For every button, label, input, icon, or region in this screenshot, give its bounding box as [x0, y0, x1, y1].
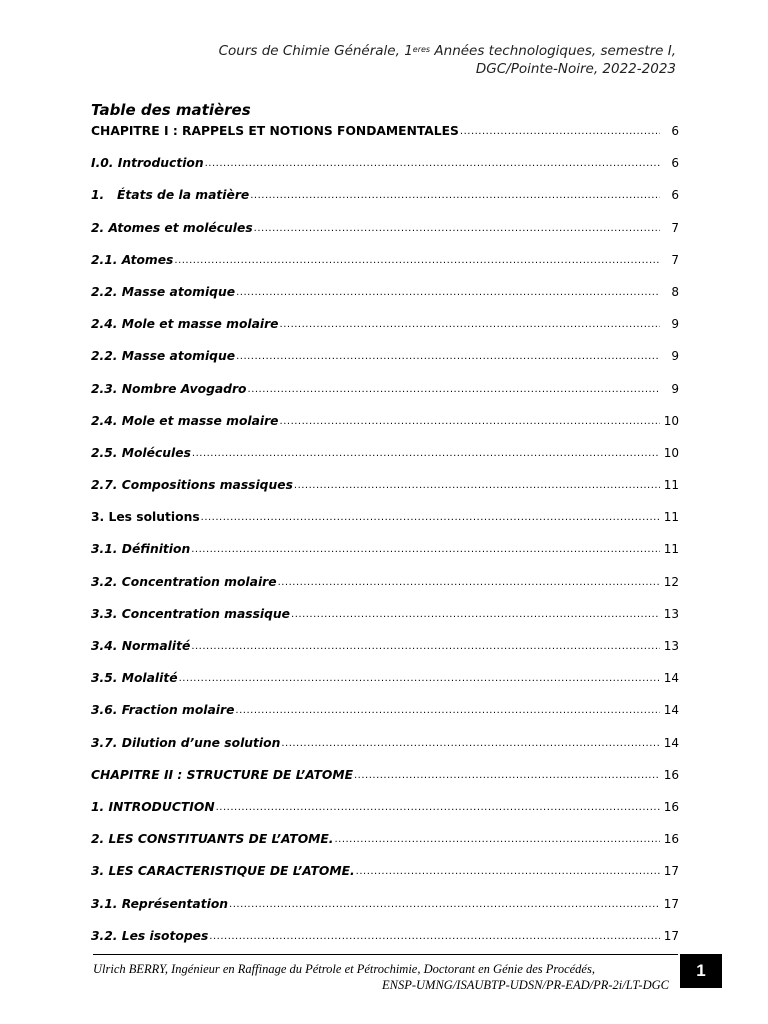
- header-line-1: [219, 42, 676, 60]
- toc-entry-label[interactable]: [91, 253, 174, 267]
- toc-entry-page: 11: [663, 478, 679, 493]
- toc-entry-label[interactable]: [91, 832, 334, 846]
- toc-entry-text: CHAPITRE I : RAPPELS ET NOTIONS FONDAMENTALES: [91, 124, 459, 138]
- toc-entry-page: 6: [671, 188, 679, 203]
- toc-entry-label[interactable]: [91, 671, 179, 685]
- toc-entry[interactable]: [91, 703, 679, 735]
- toc-entry-text: CHAPITRE II : STRUCTURE DE L’ATOME: [91, 767, 353, 782]
- toc-leader-dots: [179, 671, 660, 684]
- toc-entry-label[interactable]: [91, 800, 216, 814]
- toc-entry-label[interactable]: [91, 188, 250, 202]
- toc-entry-label[interactable]: [91, 156, 205, 170]
- toc-leader-dots: [236, 349, 660, 362]
- toc-entry-text: 3.2. Les isotopes: [91, 928, 209, 943]
- toc-entry-text: 2. LES CONSTITUANTS DE L’ATOME.: [91, 832, 334, 847]
- toc-entry[interactable]: [91, 253, 679, 285]
- toc-entry[interactable]: [91, 800, 679, 832]
- toc-entry-page: 13: [663, 606, 679, 621]
- toc-leader-dots: [192, 446, 660, 459]
- toc-entry-text: 2. Atomes et molécules: [91, 220, 253, 235]
- toc-entry-page: 11: [663, 510, 679, 525]
- toc-entry[interactable]: [91, 864, 679, 896]
- toc-leader-dots: [201, 510, 660, 523]
- toc-entry[interactable]: [91, 156, 679, 188]
- toc-entry-text: 3.1. Définition: [91, 542, 191, 557]
- toc-entry-label[interactable]: [91, 897, 229, 911]
- toc-entry-text: 3.7. Dilution d’une solution: [91, 735, 281, 750]
- toc-entry-label[interactable]: [91, 124, 460, 138]
- toc-entry-page: 13: [663, 639, 679, 653]
- toc-entry[interactable]: [91, 446, 679, 478]
- toc-entry-page: 14: [663, 671, 679, 686]
- toc-entry-label[interactable]: [91, 478, 294, 492]
- toc-entry[interactable]: [91, 768, 679, 800]
- toc-leader-dots: [236, 285, 660, 298]
- page-header: [219, 42, 676, 78]
- header-superscript: eres: [412, 45, 431, 54]
- toc-entry-label[interactable]: [91, 221, 254, 235]
- toc-entry[interactable]: [91, 414, 679, 446]
- toc-leader-dots: [250, 188, 660, 201]
- toc-leader-dots: [248, 382, 660, 395]
- toc-leader-dots: [278, 575, 660, 588]
- header-line-1-text: Cours de Chimie Générale, 1: [218, 43, 413, 59]
- toc-entry[interactable]: [91, 317, 679, 349]
- toc-entry[interactable]: [91, 736, 679, 768]
- toc-entry-page: 7: [671, 220, 679, 235]
- toc-entry-text: 2.2. Masse atomique: [91, 349, 236, 364]
- toc-entry-text: 3. LES CARACTERISTIQUE DE L’ATOME.: [91, 864, 355, 879]
- toc-entry-text: 3.3. Concentration massique: [91, 606, 291, 621]
- toc-entry-text: I.0. Introduction: [91, 156, 204, 171]
- toc-entry-number: 1.: [91, 188, 105, 203]
- toc-entry-page: 8: [671, 284, 679, 299]
- toc-leader-dots: [254, 221, 660, 234]
- toc-entry-label[interactable]: [91, 929, 209, 943]
- toc-entry-text: 3. Les solutions: [91, 510, 200, 525]
- toc-entry-text: 3.5. Molalité: [91, 671, 178, 686]
- toc-entry[interactable]: [91, 382, 679, 414]
- toc-leader-dots: [291, 607, 660, 620]
- toc-entry-page: 11: [663, 542, 679, 557]
- toc-leader-dots: [191, 542, 660, 555]
- toc-entry[interactable]: [91, 897, 679, 929]
- toc-entry-page: 16: [663, 832, 679, 847]
- toc-entry-page: 6: [671, 156, 679, 171]
- toc-entry-page: 14: [663, 735, 679, 750]
- toc-entry[interactable]: [91, 607, 679, 639]
- header-line-1-rest: Années technologiques, semestre I,: [430, 43, 676, 59]
- toc-leader-dots: [354, 768, 660, 781]
- toc-entry-text: États de la matière: [117, 188, 250, 203]
- toc-entry[interactable]: [91, 221, 679, 253]
- toc-leader-dots: [334, 832, 660, 845]
- toc-entry-label[interactable]: [91, 510, 201, 524]
- toc-entry[interactable]: [91, 188, 679, 220]
- toc-entry-text: 3.4. Normalité: [91, 639, 191, 653]
- page-number: 1: [680, 954, 722, 988]
- toc-entry-label[interactable]: [91, 575, 278, 589]
- toc-entry-text: 2.4. Mole et masse molaire: [91, 317, 279, 332]
- footer-divider: [93, 954, 678, 955]
- toc-entry-page: 7: [671, 252, 679, 267]
- toc-entry-label[interactable]: [91, 607, 291, 621]
- toc-entry-text: 1. INTRODUCTION: [91, 799, 215, 814]
- toc-entry-text: 2.7. Compositions massiques: [91, 478, 293, 493]
- toc-leader-dots: [280, 414, 660, 427]
- header-line-2: DGC/Pointe-Noire, 2022-2023: [475, 61, 676, 77]
- toc-entry[interactable]: [91, 639, 679, 671]
- toc-entry-label[interactable]: [91, 317, 280, 331]
- toc-entry-page: 10: [663, 413, 679, 428]
- toc-entry[interactable]: [91, 542, 679, 574]
- toc-entry-text: 3.2. Concentration molaire: [91, 574, 277, 589]
- toc-leader-dots: [235, 703, 660, 716]
- toc-leader-dots: [294, 478, 660, 491]
- toc-leader-dots: [191, 639, 660, 652]
- toc-entry[interactable]: [91, 929, 679, 961]
- toc-entry-page: 10: [663, 445, 679, 460]
- toc-leader-dots: [280, 317, 660, 330]
- toc-entry-text: 3.6. Fraction molaire: [91, 703, 235, 718]
- toc-entry-label[interactable]: [91, 736, 281, 750]
- toc-entry-page: 9: [671, 381, 679, 396]
- toc-entry-page: 9: [671, 349, 679, 364]
- toc-entry-label[interactable]: [91, 382, 248, 396]
- toc-entry-label[interactable]: [91, 414, 280, 428]
- toc-entry-page: 16: [663, 799, 679, 814]
- toc-entry-text: 2.5. Molécules: [91, 445, 191, 460]
- toc-entry-page: 6: [671, 124, 679, 138]
- toc-entry-page: 17: [663, 896, 679, 911]
- toc-entry[interactable]: [91, 124, 679, 156]
- toc-entry-page: 17: [663, 864, 679, 879]
- toc-entry-label[interactable]: [91, 864, 356, 878]
- toc-entry-label[interactable]: [91, 768, 354, 782]
- toc-leader-dots: [281, 736, 660, 749]
- toc-leader-dots: [174, 253, 660, 266]
- toc-entry-label[interactable]: [91, 285, 236, 299]
- page-footer: [93, 961, 669, 993]
- toc-entry[interactable]: [91, 478, 679, 510]
- toc-entry[interactable]: [91, 832, 679, 864]
- toc-entry[interactable]: [91, 349, 679, 381]
- toc-entry-page: 9: [671, 317, 679, 332]
- table-of-contents: [91, 124, 679, 961]
- toc-entry[interactable]: [91, 285, 679, 317]
- toc-entry-text: 2.1. Atomes: [91, 252, 174, 267]
- toc-entry-page: 16: [663, 767, 679, 782]
- toc-entry[interactable]: [91, 671, 679, 703]
- toc-entry-text: 2.2. Masse atomique: [91, 284, 236, 299]
- toc-entry-label[interactable]: [91, 446, 192, 460]
- toc-entry-page: 17: [663, 928, 679, 943]
- toc-leader-dots: [216, 800, 660, 813]
- footer-line-1: Ulrich BERRY, Ingénieur en Raffinage du Pétrole et Pétrochimie, Doctorant en Génie des Procédés,: [93, 962, 595, 976]
- toc-leader-dots: [229, 897, 660, 910]
- footer-line-2: ENSP-UMNG/ISAUBTP-UDSN/PR-EAD/PR-2i/LT-DGC: [382, 978, 669, 992]
- toc-entry-label[interactable]: [91, 349, 236, 363]
- toc-entry[interactable]: [91, 510, 679, 542]
- toc-leader-dots: [356, 864, 660, 877]
- toc-leader-dots: [460, 124, 660, 137]
- toc-entry-page: 12: [663, 574, 679, 589]
- toc-entry-text: 3.1. Représentation: [91, 896, 229, 911]
- toc-title: Table des matières: [91, 101, 251, 119]
- toc-entry[interactable]: [91, 575, 679, 607]
- toc-entry-label[interactable]: [91, 542, 191, 556]
- toc-leader-dots: [205, 156, 660, 169]
- toc-entry-label[interactable]: [91, 639, 191, 653]
- toc-entry-text: 2.3. Nombre Avogadro: [91, 381, 247, 396]
- toc-leader-dots: [209, 929, 660, 942]
- toc-entry-label[interactable]: [91, 703, 235, 717]
- toc-entry-text: 2.4. Mole et masse molaire: [91, 413, 279, 428]
- toc-entry-page: 14: [663, 703, 679, 718]
